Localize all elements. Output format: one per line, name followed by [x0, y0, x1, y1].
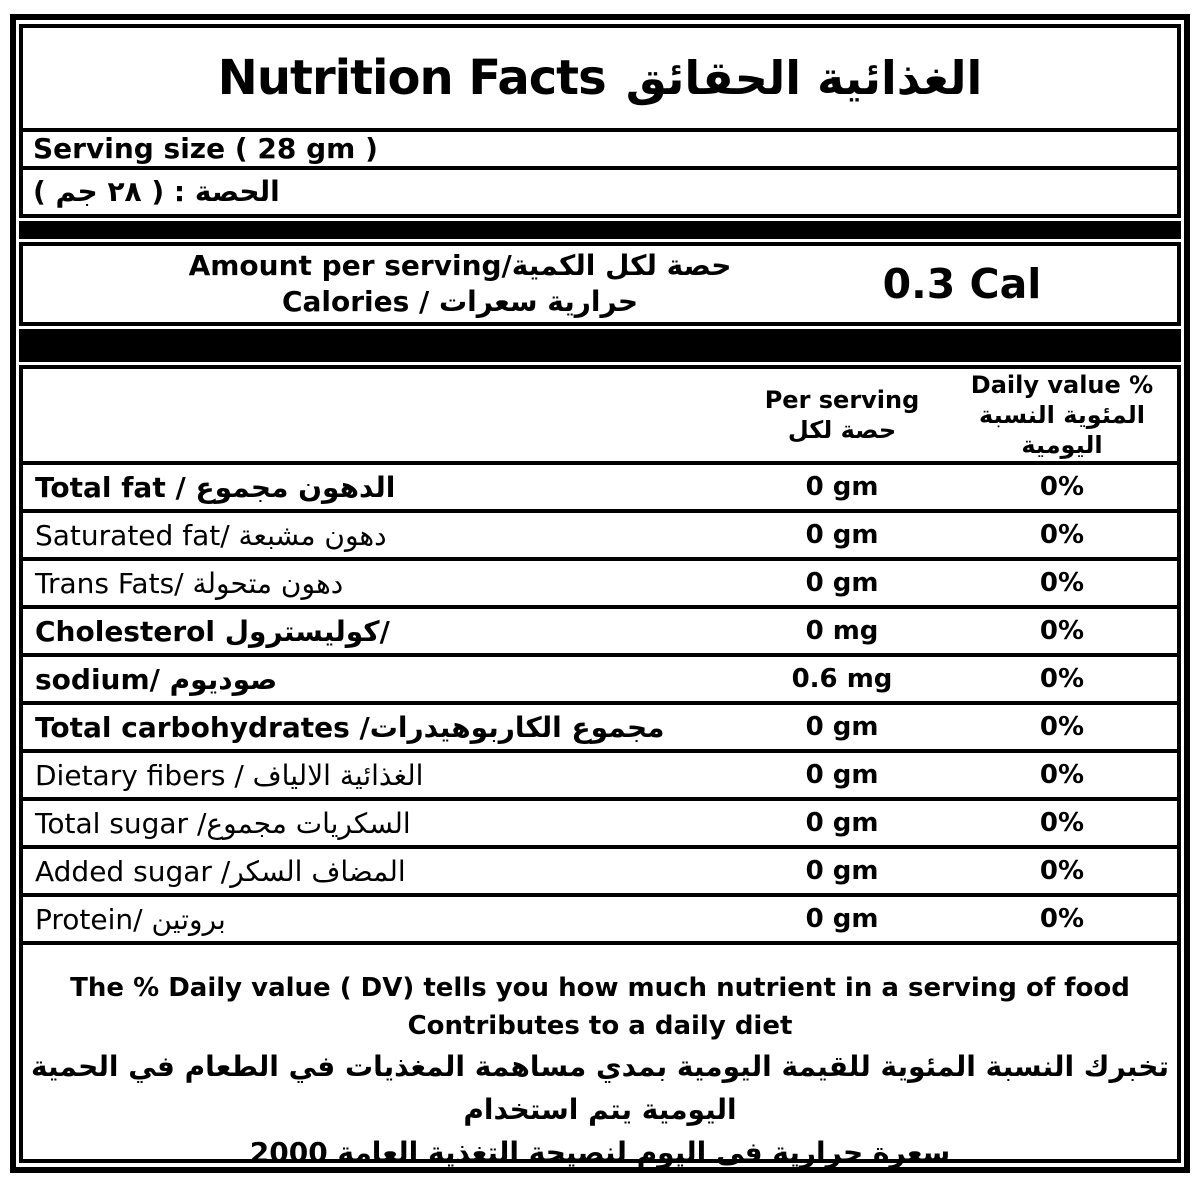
label-title	[19, 24, 1181, 132]
row-daily-value: 0%	[1039, 856, 1085, 886]
per-serving-english: Per serving	[764, 386, 920, 414]
row-amount: 0 gm	[805, 520, 879, 550]
row-label: Dietary fibers / الالياف‎ الغذائية	[35, 758, 424, 792]
row-daily-value: 0%	[1039, 808, 1085, 838]
amount-per-serving-line: Amount per serving/الكمية‎ لكل‎ حصة	[188, 249, 732, 282]
table-row-protein	[19, 893, 1181, 945]
footnote-arabic-line-1: تخبرك النسبة المئوية للقيمة اليومية بمدي مساهمة المغذيات في الطعام في الحمية اليومية يتم استخدام	[30, 1050, 1170, 1126]
row-amount: 0 gm	[805, 568, 879, 598]
per-serving-arabic: لكل‎ حصة	[787, 416, 897, 444]
row-amount: 0.6 mg	[791, 664, 893, 694]
row-amount: 0 gm	[805, 472, 879, 502]
row-daily-value: 0%	[1039, 472, 1085, 502]
separator-bar-thick	[19, 329, 1181, 362]
calories-section	[19, 242, 1181, 326]
row-daily-value: 0%	[1039, 904, 1085, 934]
row-label: Total carbohydrates /مجموع الكاربوهيدرات	[35, 710, 665, 744]
footnote-english-line-2: Contributes to a daily diet	[407, 1011, 793, 1041]
row-amount: 0 gm	[805, 856, 879, 886]
table-row-total-fat	[19, 461, 1181, 513]
row-amount: 0 gm	[805, 904, 879, 934]
serving-size-arabic: الحصة : ( ٢٨ جم )	[19, 166, 1181, 218]
nutrition-label	[10, 14, 1190, 1173]
serving-size-english: Serving size ( 28 gm )	[19, 128, 1181, 170]
row-amount: 0 gm	[805, 712, 879, 742]
row-amount: 0 mg	[805, 616, 879, 646]
daily-value-arabic-2: اليومية	[1021, 431, 1103, 459]
row-label: Total sugar /مجموع‎ السكريات	[35, 806, 411, 840]
row-label: Trans Fats/ دهون متحولة	[35, 566, 344, 600]
row-label: Protein/ بروتين	[35, 902, 226, 936]
table-row-saturated-fat	[19, 509, 1181, 561]
row-amount: 0 gm	[805, 808, 879, 838]
row-label: Added sugar /السكر‎ المضاف	[35, 854, 406, 888]
row-amount: 0 gm	[805, 760, 879, 790]
daily-value-english: Daily value %	[970, 371, 1154, 399]
table-row-total-carbohydrates	[19, 701, 1181, 753]
calories-line: Calories / سعرات‎ حرارية	[281, 285, 639, 318]
table-row-trans-fats	[19, 557, 1181, 609]
header-empty-cell	[23, 369, 737, 461]
daily-value-arabic-1: النسبة‎ المئوية	[979, 401, 1145, 429]
header-daily-value	[947, 370, 1177, 460]
table-row-dietary-fibers	[19, 749, 1181, 801]
row-label: Saturated fat/ دهون مشبعة	[35, 518, 387, 552]
row-daily-value: 0%	[1039, 568, 1085, 598]
row-label: Cholesterol كوليسترول/	[35, 614, 390, 648]
footnote-english-line-1: The % Daily value ( DV) tells you how much nutrient in a serving of food	[70, 973, 1130, 1003]
daily-value-footnote	[19, 941, 1181, 1169]
row-daily-value: 0%	[1039, 664, 1085, 694]
calories-heading	[23, 248, 747, 320]
table-row-total-sugar	[19, 797, 1181, 849]
separator-bar-thin	[19, 221, 1181, 239]
row-daily-value: 0%	[1039, 760, 1085, 790]
row-label: Total fat / مجموع‎ الدهون	[35, 470, 396, 504]
row-daily-value: 0%	[1039, 616, 1085, 646]
row-label: sodium/ صوديوم	[35, 662, 278, 696]
header-per-serving	[737, 385, 947, 445]
row-daily-value: 0%	[1039, 712, 1085, 742]
table-header-row	[19, 365, 1181, 465]
title-arabic: الحقائق‎ الغذائية	[625, 51, 983, 105]
calories-value: 0.3 Cal	[882, 260, 1042, 308]
table-row-sodium	[19, 653, 1181, 705]
table-row-added-sugar	[19, 845, 1181, 897]
footnote-arabic-line-2: سعرة حرارية في اليوم لنصيحة التغذية العامة 2000	[249, 1136, 951, 1169]
table-row-cholesterol	[19, 605, 1181, 657]
title-english: Nutrition Facts	[217, 50, 606, 106]
row-daily-value: 0%	[1039, 520, 1085, 550]
